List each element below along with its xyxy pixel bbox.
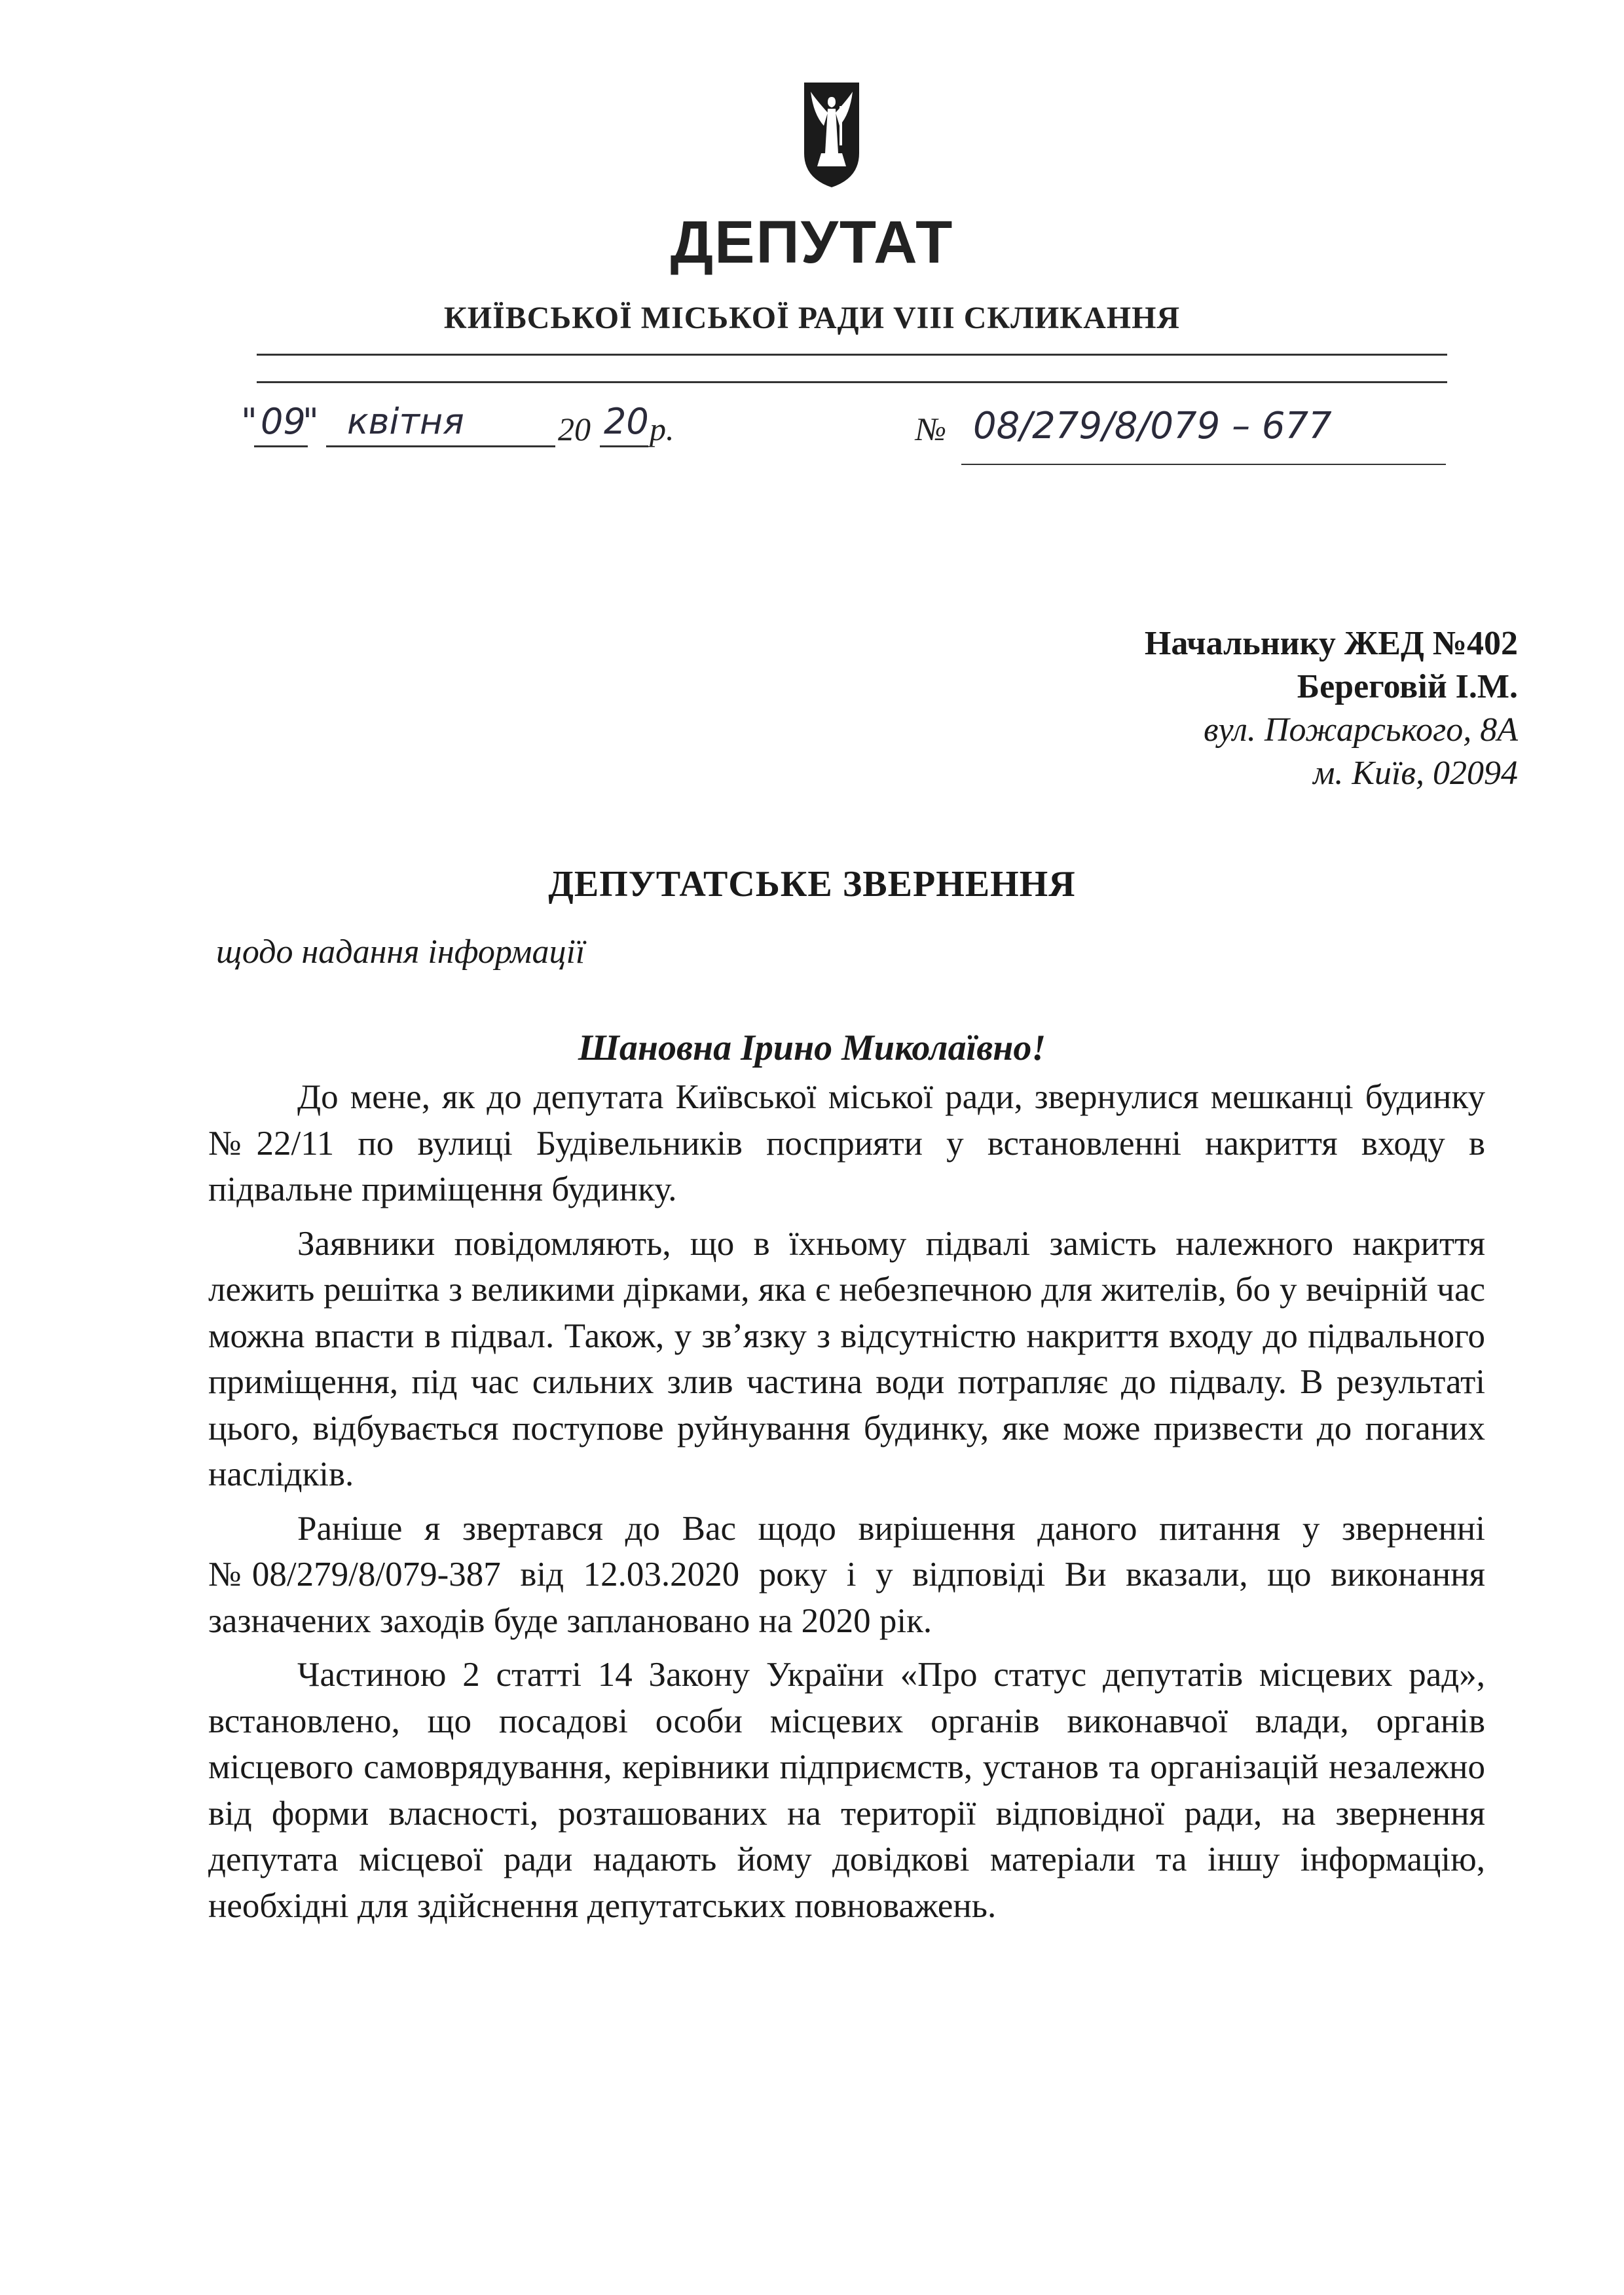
header-rule-top: [257, 354, 1447, 356]
recipient-position: Начальнику ЖЕД №402: [1144, 625, 1518, 662]
date-year-prefix: 20: [558, 411, 591, 447]
recipient-name: Береговій І.М.: [1297, 668, 1518, 705]
date-month: квітня: [347, 401, 464, 442]
body-paragraph-3: Раніше я звертався до Вас щодо вирішення даного питання у зверненні №08/279/8/079-387 від 12.03.2020 року і у відповіді Ви вказали, що виконання зазначених заходів буде заплановано на 2020 рік.: [208, 1509, 1485, 1640]
date-day-underline: [254, 445, 308, 447]
document-title: ДЕПУТАТСЬКЕ ЗВЕРНЕННЯ: [548, 864, 1076, 905]
body-paragraph-1: До мене, як до депутата Київської міської ради, звернулися мешканці будинку №22/11 по вулиці Будівельників посприяти у встановленні накриття входу в підвальне приміщення будинку.: [208, 1078, 1485, 1208]
header-subtitle: КИЇВСЬКОЇ МІСЬКОЇ РАДИ VIII СКЛИКАННЯ: [443, 301, 1181, 335]
body-paragraph-2: Заявники повідомляють, що в їхньому підвалі замість належного накриття лежить решітка з великими дірками, яка є небезпечною для жителів, бо у вечірній час можна впасти в підвал. Також, у зв’язку з відсутністю накриття входу до підвального приміщення, під час сильних злив частина води потрапляє до підвалу. В результаті цього, відбувається поступове руйнування будинку, яке може призвести до поганих наслідків.: [208, 1224, 1485, 1493]
number-value: 08/279/8/079 – 677: [973, 405, 1332, 447]
header-title: ДЕПУТАТ: [670, 209, 954, 276]
date-month-underline: [326, 445, 555, 447]
date-quote-close: ": [303, 401, 319, 442]
body-paragraph-4: Частиною 2 статті 14 Закону України «Про статус депутатів місцевих рад», встановлено, що посадові особи місцевих органів виконавчої влади, органів місцевого самоврядування, керівники підприємств, установ та організацій незалежно від форми власності, розташованих на території відповідної ради, на звернення депутата місцевої ради надають йому довідкові матеріали та іншу інформацію, необхідні для здійснення депутатських повноважень.: [208, 1656, 1485, 1925]
greeting: Шановна Ірино Миколаївно!: [578, 1028, 1046, 1068]
document-subject: щодо надання інформації: [216, 933, 585, 971]
header-rule-bottom: [257, 381, 1447, 383]
date-year-suffix: 20: [604, 401, 649, 442]
number-sign: №: [915, 411, 947, 447]
kyiv-coat-of-arms-icon: [802, 80, 862, 190]
number-underline: [961, 464, 1446, 465]
recipient-city: м. Київ, 02094: [1313, 755, 1518, 792]
date-year-underline: [600, 445, 648, 447]
date-day: 09: [261, 401, 306, 442]
recipient-block: [1145, 622, 1518, 795]
letter-body: [208, 1074, 1485, 1937]
recipient-street: вул. Пожарського, 8А: [1203, 711, 1518, 749]
date-year-mark: р.: [650, 411, 674, 447]
date-quote-open: ": [241, 401, 257, 442]
